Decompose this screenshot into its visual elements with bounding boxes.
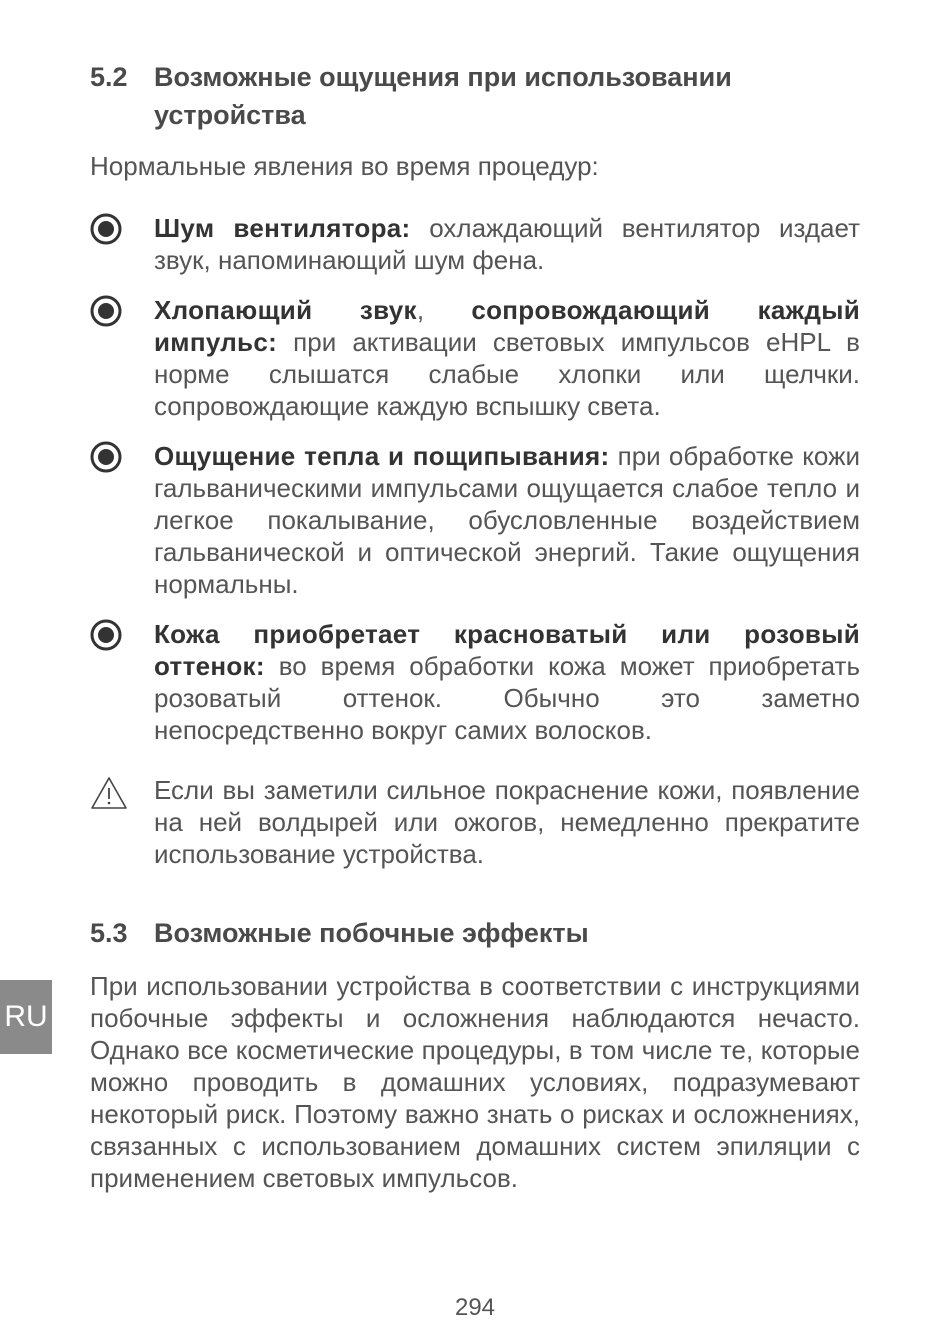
list-item-desc: при активации световых импульсов eHPL в норме слышатся слабые хлопки или щелчки. сопровождающие каждую вспышку света. <box>154 327 860 421</box>
page-number: 294 <box>454 1294 496 1321</box>
warning-triangle-icon <box>90 776 128 810</box>
section-heading-5-2 <box>90 58 870 134</box>
list-item-desc: во время обработки кожа может приобретать розоватый оттенок. Обычно это заметно непосредственно вокруг самих волосков. <box>154 651 860 745</box>
list-item-term: Хлопающий звук <box>154 295 417 325</box>
list-item-text <box>154 212 860 276</box>
intro-text: Нормальные явления во время процедур: <box>90 151 599 181</box>
radio-bullet-icon <box>90 213 122 245</box>
list-item <box>90 212 860 276</box>
list-item-desc: при обработке кожи гальваническими импульсами ощущается слабое тепло и легкое покалывание, обусловленные воздействием гальванической и оптической энергий. Такие ощущения нормальны. <box>154 441 860 599</box>
section-title: Возможные ощущения при использовании устройства <box>154 62 732 130</box>
list-item-term: Ощущение тепла и пощипывания: <box>154 441 610 471</box>
warning-text: Если вы заметили сильное покраснение кожи, появление на ней волдырей или ожогов, немедленно прекратите использование устройства. <box>154 775 860 869</box>
list-item-text <box>154 294 860 422</box>
body-paragraph: При использовании устройства в соответствии с инструкциями побочные эффекты и осложнения наблюдаются нечасто. Однако все косметические процедуры, в том числе те, которые можно проводить в домашних условиях, подразумевают некоторый риск. Поэтому важно знать о рисках и осложнениях, связанных с использованием домашних систем эпиляции с применением световых импульсов. <box>90 971 860 1193</box>
list-item-text <box>154 440 860 600</box>
list-item <box>90 618 860 746</box>
list-item <box>90 440 860 600</box>
section-number: 5.3 <box>90 918 128 948</box>
radio-bullet-icon <box>90 295 122 327</box>
section-number: 5.2 <box>90 62 128 92</box>
language-tab: RU <box>0 980 52 1054</box>
list-item <box>90 294 860 422</box>
warning-note <box>90 774 860 870</box>
section-heading-5-3 <box>90 914 870 952</box>
list-item-sep: , <box>416 295 472 325</box>
section-title: Возможные побочные эффекты <box>154 918 589 948</box>
list-item-term: Шум вентилятора: <box>154 213 411 243</box>
radio-bullet-icon <box>90 441 122 473</box>
list-item-term: сопровождающий каждый импульс: <box>154 295 860 357</box>
list-item-term: Кожа приобретает красноватый или розовый оттенок: <box>154 619 860 681</box>
list-item-desc: охлаждающий вентилятор издает звук, напоминающий шум фена. <box>154 213 861 275</box>
list-item-text <box>154 618 860 746</box>
radio-bullet-icon <box>90 619 122 651</box>
